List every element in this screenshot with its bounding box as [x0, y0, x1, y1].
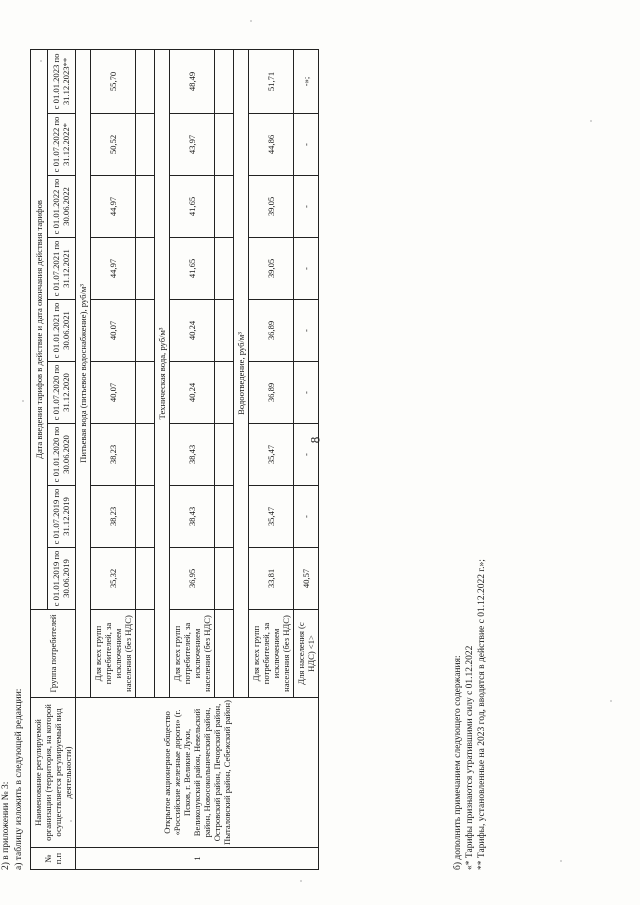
section-title-wastewater: Водоотведение, руб/м³ [234, 49, 249, 697]
header-num: № п.п [31, 848, 76, 870]
tariff-value: 44,97 [91, 238, 136, 300]
tariff-value: 41,65 [170, 176, 215, 238]
intro-line-2: а) таблицу изложить в следующей редакции: [14, 688, 24, 870]
tariff-value: 44,97 [91, 176, 136, 238]
tariff-value: 51,71 [249, 49, 294, 113]
section-title-drinking-water: Питьевая вода (питьевое водоснабжение), руб/м³ [76, 49, 91, 697]
tariff-value: 39,05 [249, 238, 294, 300]
consumer-group: Для населения (с НДС) <1> [294, 610, 319, 698]
tariff-value: 35,47 [249, 486, 294, 548]
tariff-value: 33,81 [249, 548, 294, 610]
header-period: с 01.07.2020 по 31.12.2020 [47, 362, 75, 424]
tariff-value: 36,89 [249, 300, 294, 362]
tariff-value: -»; [294, 49, 319, 113]
tariff-value: 40,07 [91, 362, 136, 424]
tariff-value: - [294, 114, 319, 176]
header-consumer-group: Группа потребителей [31, 610, 76, 698]
section-title-technical-water: Техническая вода, руб/м³ [155, 49, 170, 697]
tariff-value: 38,23 [91, 486, 136, 548]
tariff-value: - [294, 362, 319, 424]
header-row-1 [31, 49, 48, 869]
tariff-value: - [294, 486, 319, 548]
tariff-value: 41,65 [170, 238, 215, 300]
tariff-value: - [294, 300, 319, 362]
header-period: с 01.01.2023 по 31.12.2023** [47, 49, 75, 113]
tariff-value: 55,70 [91, 49, 136, 113]
tariff-value: 48,49 [170, 49, 215, 113]
tariff-value: 39,05 [249, 176, 294, 238]
header-period: с 01.07.2022 по 31.12.2022* [47, 114, 75, 176]
consumer-group: Для всех групп потребителей, за исключением населения (без НДС) [249, 610, 294, 698]
table-row [76, 49, 91, 869]
tariff-value: 38,23 [91, 424, 136, 486]
tariff-value: 35,32 [91, 548, 136, 610]
tariff-value: 35,47 [249, 424, 294, 486]
tariff-table [30, 49, 319, 870]
tariff-value: 50,52 [91, 114, 136, 176]
tariff-value: 38,43 [170, 486, 215, 548]
consumer-group: Для всех групп потребителей, за исключением населения (без НДС) [91, 610, 136, 698]
tariff-value: - [294, 424, 319, 486]
page-number: 8 [307, 436, 323, 444]
note-line-1: б) дополнить примечанием следующего содержания: [453, 655, 463, 870]
notes-block [452, 50, 488, 870]
header-period: с 01.07.2021 по 31.12.2021 [47, 238, 75, 300]
intro-line-1: 2) в приложении № 3: [1, 781, 11, 870]
note-line-2: «* Тарифы признаются утратившими силу с 01.12.2022 [465, 645, 475, 870]
tariff-value: 44,86 [249, 114, 294, 176]
header-period: с 01.01.2022 по 30.06.2022 [47, 176, 75, 238]
organization-name: Открытое акционерное общество «Российские железные дороги» (г. Псков, г. Великие Луки, Великолукский район, Невельский район, Новосокольнический район, Островский район, Печорский район, Пыталовский район, Себежский район) [76, 698, 319, 848]
header-dates-caption: Дата введения тарифов в действие и дата окончания действия тарифов [31, 49, 48, 609]
tariff-value: 40,24 [170, 362, 215, 424]
tariff-value: 40,57 [294, 548, 319, 610]
header-period: с 01.07.2019 по 31.12.2019 [47, 486, 75, 548]
tariff-value: - [294, 238, 319, 300]
row-number: 1 [76, 848, 319, 870]
tariff-value: 36,95 [170, 548, 215, 610]
header-period: с 01.01.2020 по 30.06.2020 [47, 424, 75, 486]
tariff-value: 36,89 [249, 362, 294, 424]
tariff-value: 40,07 [91, 300, 136, 362]
rotated-page-content [0, 50, 500, 870]
note-line-3: ** Тарифы, установленные на 2023 год, вводятся в действие с 01.12.2022 г.»; [477, 559, 487, 870]
header-organization: Наименование регулируемой организации (территория, на которой осуществляется регулируемый вид деятельности) [31, 698, 76, 848]
tariff-value: 40,24 [170, 300, 215, 362]
header-period: с 01.01.2021 по 30.06.2021 [47, 300, 75, 362]
tariff-value: - [294, 176, 319, 238]
header-period: с 01.01.2019 по 30.06.2019 [47, 548, 75, 610]
tariff-value: 43,97 [170, 114, 215, 176]
consumer-group: Для всех групп потребителей, за исключением населения (без НДС) [170, 610, 215, 698]
tariff-value: 38,43 [170, 424, 215, 486]
